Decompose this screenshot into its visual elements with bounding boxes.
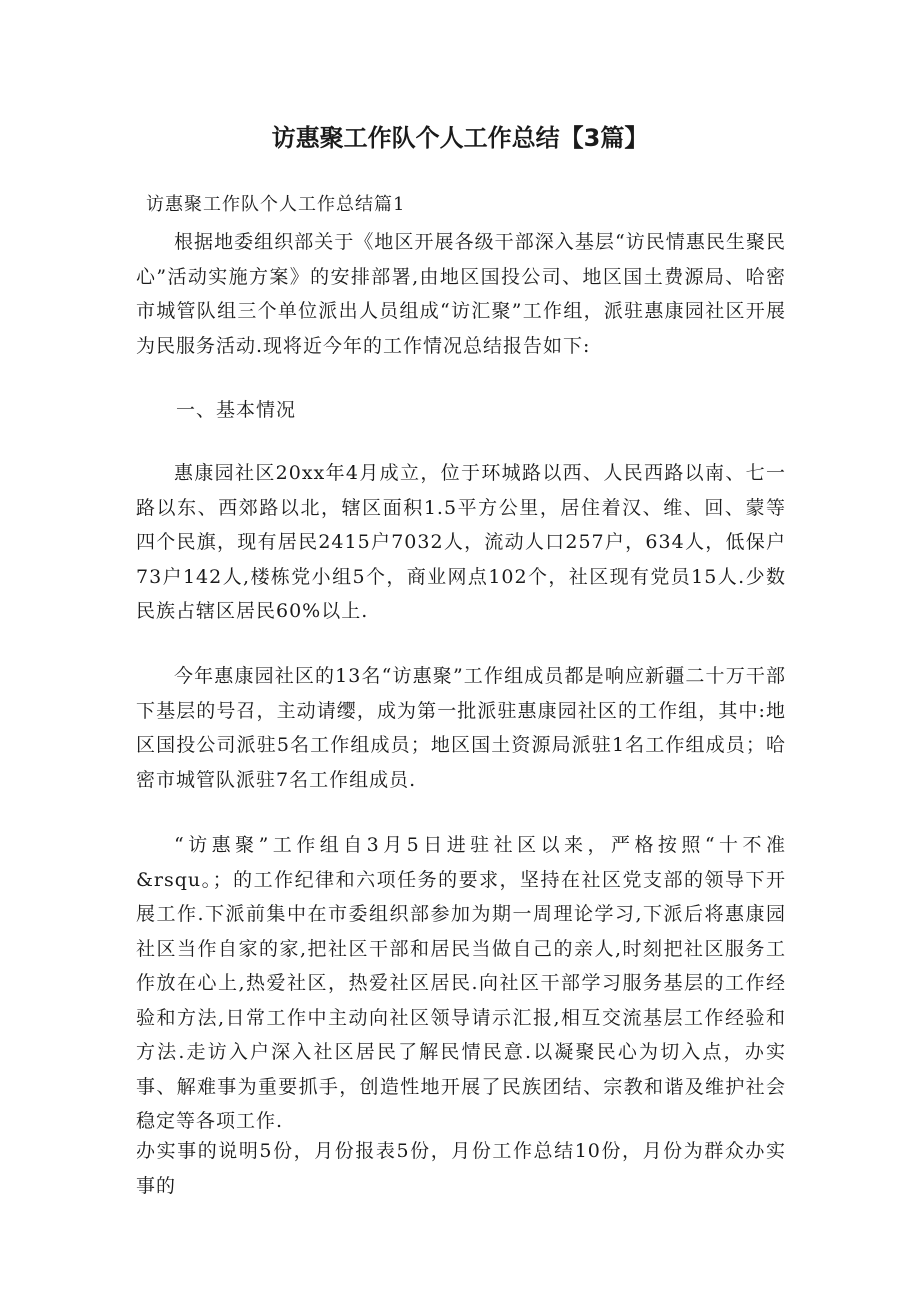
paragraph-basic-info: 惠康园社区20xx年4月成立，位于环城路以西、人民西路以南、七一路以东、西郊路以北，辖区面积1.5平方公里，居住着汉、维、回、蒙等四个民旗，现有居民2415户7032人，流动人口257户，634人，低保户73户142人,楼栋党小组5个，商业网点102个，社区现有党员15人.少数民族占辖区居民60%以上. xyxy=(136,462,786,622)
section-heading: 一、基本情况 xyxy=(176,399,297,421)
document-subtitle: 访惠聚工作队个人工作总结篇1 xyxy=(146,194,406,215)
document-title: 访惠聚工作队个人工作总结【3篇】 xyxy=(271,124,649,152)
paragraph-tail: 办实事的说明5份，月份报表5份，月份工作总结10份，月份为群众办实事的 xyxy=(136,1140,786,1197)
paragraph-intro: 根据地委组织部关于《地区开展各级干部深入基层“访民情惠民生聚民心”活动实施方案》的安排部署,由地区国投公司、地区国土费源局、哈密市城管队组三个单位派出人员组成“访汇聚”工作组，派驻惠康园社区开展为民服务活动.现将近今年的工作情况总结报告如下: xyxy=(136,231,786,357)
paragraph-team: 今年惠康园社区的13名“访惠聚”工作组成员都是响应新疆二十万干部下基层的号召，主动请缨，成为第一批派驻惠康园社区的工作组，其中:地区国投公司派驻5名工作组成员；地区国土资源局派驻1名工作组成员；哈密市城管队派驻7名工作组成员. xyxy=(136,665,786,791)
paragraph-work: “访惠聚”工作组自3月5日进驻社区以来，严格按照“十不准&rsqu。；的工作纪律和六项任务的要求，坚持在社区党支部的领导下开展工作.下派前集中在市委组织部参加为期一周理论学习,下派后将惠康园社区当作自家的家,把社区干部和居民当做自己的亲人,时刻把社区服务工作放在心上,热爱社区，热爱社区居民.向社区干部学习服务基层的工作经验和方法,日常工作中主动向社区领导请示汇报,相互交流基层工作经验和方法.走访入户深入社区居民了解民情民意.以凝聚民心为切入点，办实事、解难事为重要抓手，创造性地开展了民族团结、宗教和谐及维护社会稳定等各项工作. xyxy=(136,834,786,1132)
